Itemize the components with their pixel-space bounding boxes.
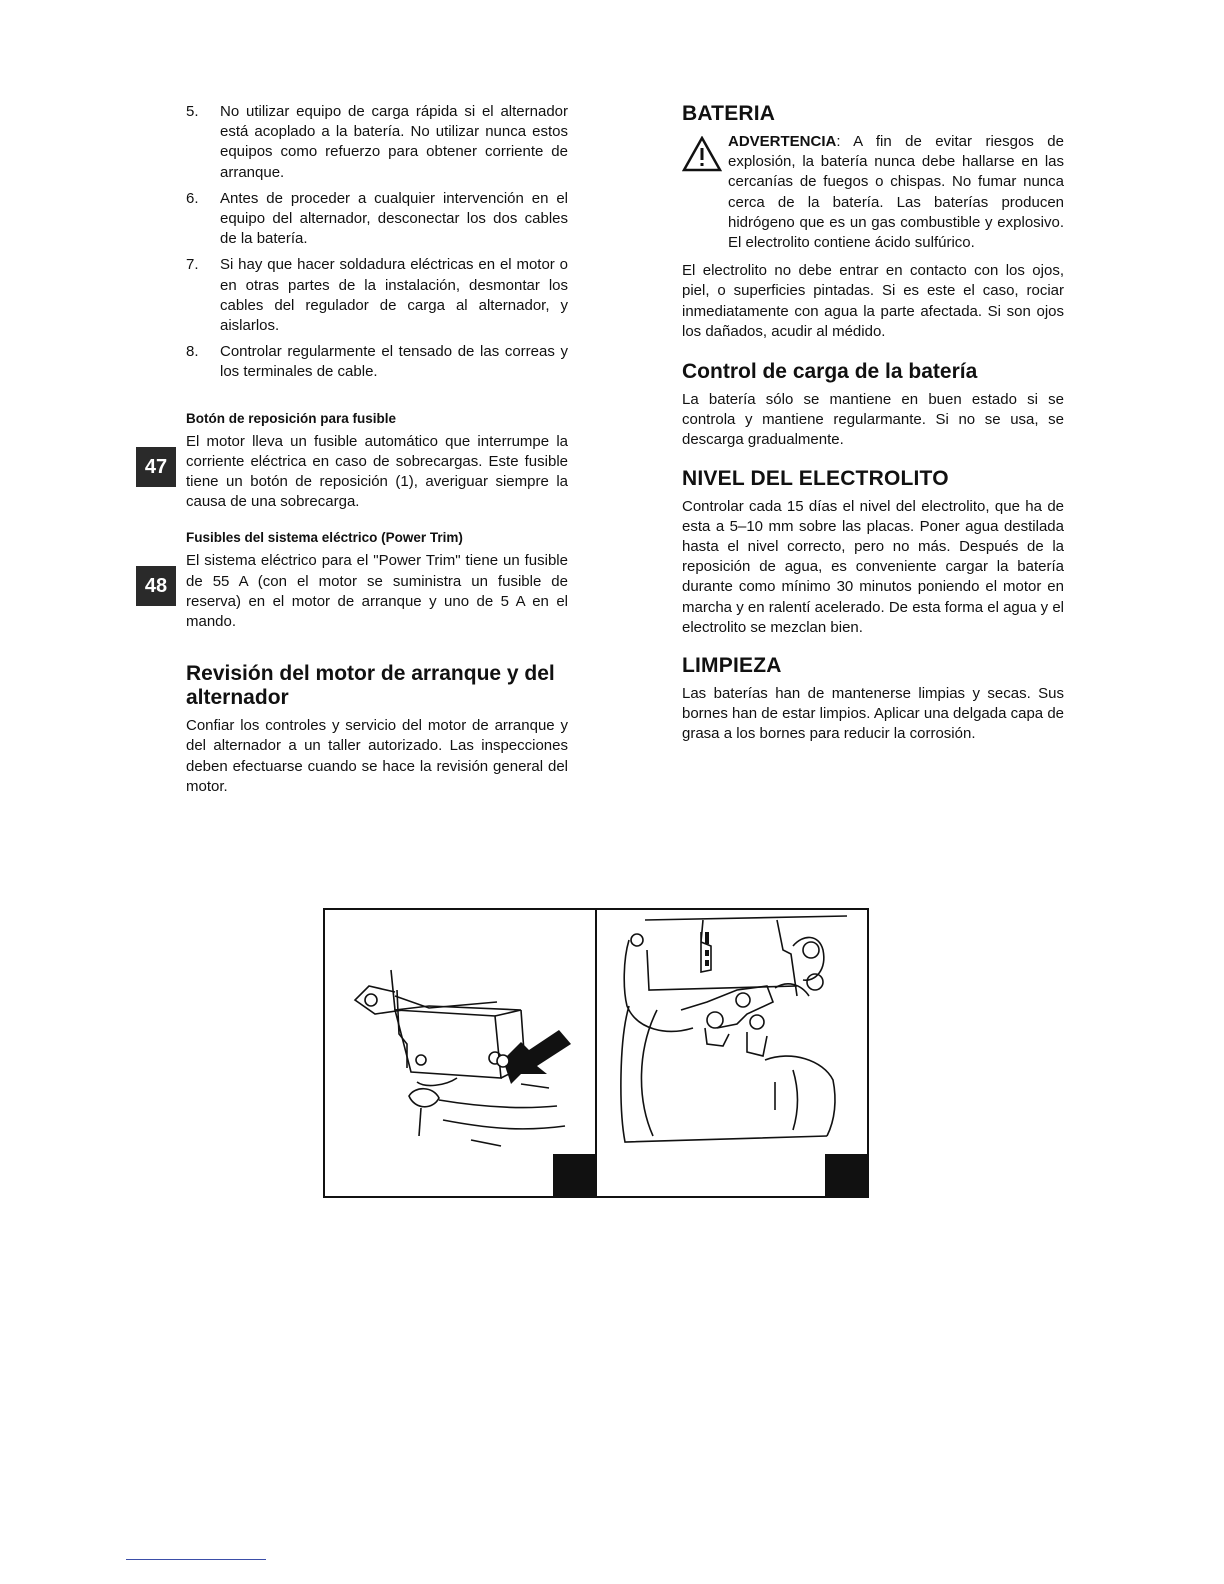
footer-rule	[126, 1559, 266, 1560]
panel-corner-tab	[553, 1154, 595, 1196]
list-item: 6. Antes de proceder a cualquier intervención en el equipo del alternador, desconectar los dos cables de la batería.	[186, 189, 568, 248]
power-trim-heading: Fusibles del sistema eléctrico (Power Trim)	[186, 530, 463, 546]
starter-review-heading: Revisión del motor de arranque y del alternador	[186, 662, 555, 710]
figure-badge-48: 48	[136, 566, 176, 606]
electrolyte-text: Controlar cada 15 días el nivel del electrolito, que ha de esta a 5–10 mm sobre las placas. Poner agua destilada hasta el nivel correcto, pero no más. Después de la reposición de agua, es conveniente cargar la batería durante como mínimo 30 minutos poniendo el motor en marcha y en ralentí acelerado. De esta forma el agua y el electrolito se mezclan bien.	[682, 497, 1064, 636]
figure-badge-47: 47	[136, 447, 176, 487]
fuse-reset-text: El motor lleva un fusible automático que interrumpe la corriente eléctrica en caso de sobrecargas. Este fusible tiene un botón de reposición (1), averiguar siempre la causa de una sobrecarga.	[186, 432, 568, 511]
right-column	[682, 102, 1064, 745]
power-trim-text: El sistema eléctrico para el "Power Trim" tiene un fusible de 55 A (con el motor se suministra un fusible de reserva) en el motor de arranque y uno de 5 A en el mando.	[186, 552, 568, 631]
list-item: 5. No utilizar equipo de carga rápida si el alternador está acoplado a la batería. No utilizar nunca estos equipos como refuerzo para obtener corriente de arranque.	[186, 103, 568, 181]
electrolyte-heading: NIVEL DEL ELECTROLITO	[682, 466, 949, 490]
list-item: 8. Controlar regularmente el tensado de las correas y los terminales de cable.	[186, 343, 568, 381]
battery-heading: BATERIA	[682, 102, 776, 125]
starter-review-text: Confiar los controles y servicio del motor de arranque y del alternador a un taller autorizado. Las inspecciones deben efectuarse cuando se hace la revisión general del motor.	[186, 717, 568, 795]
warning-text: : A fin de evitar riesgos de explosión, la batería nunca debe hallarse en las cercanías de fuegos o chispas. No fumar nunca cerca de la batería. Las baterías producen hidrógeno que es un gas combustible y explosivo. El electrolito contiene ácido sulfúrico.	[728, 133, 1064, 252]
charge-control-heading: Control de carga de la batería	[682, 360, 978, 384]
charge-control-text: La batería sólo se mantiene en buen estado si se controla y mantiene regularmante. Si no se usa, se descarga gradualmente.	[682, 391, 1064, 449]
instruction-list	[186, 102, 568, 383]
battery-text: El electrolito no debe entrar en contacto con los ojos, piel, o superficies pintadas. Si es este el caso, rociar inmediatamente con agua la parte afectada. Si son ojos los dañados, acudir al médido.	[682, 262, 1064, 340]
panel-corner-tab	[825, 1154, 867, 1196]
fuse-reset-heading: Botón de reposición para fusible	[186, 410, 397, 426]
warning-triangle-icon	[682, 136, 722, 172]
fuse-box-illustration	[325, 910, 595, 1196]
warning-label: ADVERTENCIA	[728, 133, 837, 150]
cleaning-text: Las baterías han de mantenerse limpias y secas. Sus bornes han de estar limpios. Aplicar una delgada capa de grasa a los bornes para reducir la corrosión.	[682, 685, 1064, 743]
cleaning-heading: LIMPIEZA	[682, 654, 782, 678]
left-column	[186, 102, 568, 797]
battery-warning	[682, 132, 1064, 253]
list-item: 7. Si hay que hacer soldadura eléctricas en el motor o en otras partes de la instalación, desmontar los cables del regulador de carga al alternador, y aislarlos.	[186, 256, 568, 335]
illustration-frame	[323, 908, 869, 1198]
starter-motor-illustration	[595, 910, 867, 1196]
